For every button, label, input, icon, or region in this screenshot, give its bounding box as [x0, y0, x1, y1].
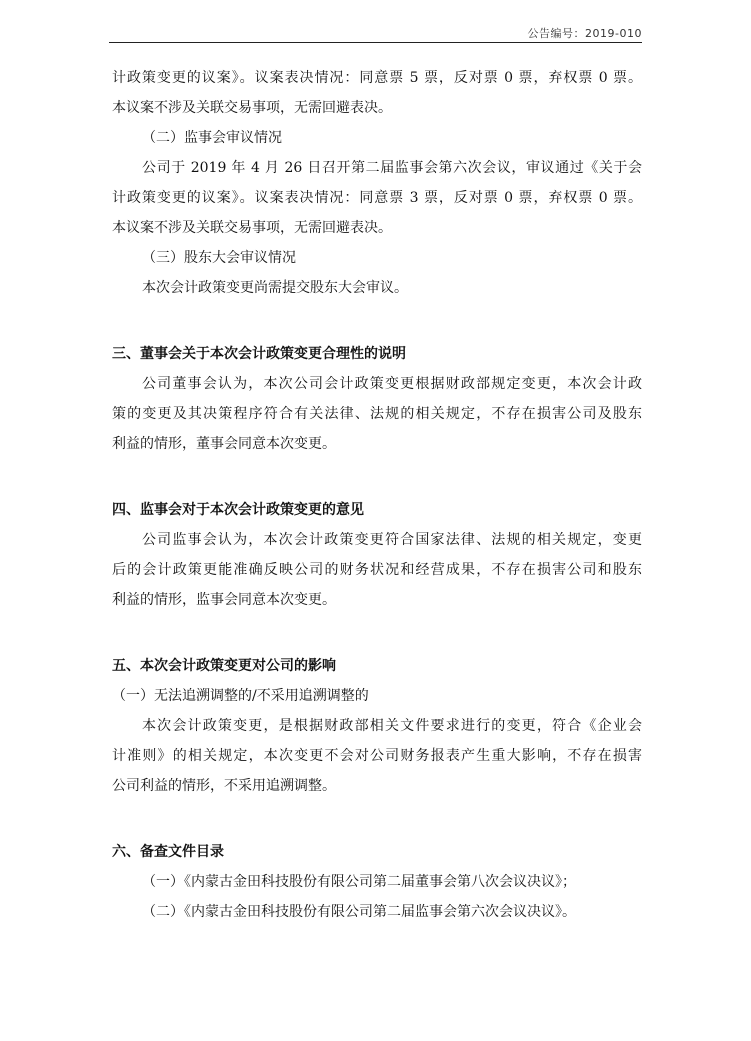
paragraph-line: 计准则》的相关规定，本次变更不会对公司财务报表产生重大影响，不存在损害 — [112, 748, 642, 764]
section-spacer — [112, 459, 642, 495]
reference-document-item: （一）《内蒙古金田科技股份有限公司第二届董事会第八次会议决议》； — [142, 874, 576, 890]
section-spacer — [112, 303, 642, 339]
paragraph-line: 公司利益的情形，不采用追溯调整。 — [112, 778, 336, 794]
paragraph-line: 利益的情形，监事会同意本次变更。 — [112, 592, 336, 608]
section-spacer — [112, 801, 642, 837]
paragraph-line: 公司监事会认为，本次会计政策变更符合国家法律、法规的相关规定，变更 — [142, 532, 642, 548]
subsection-title: （二）监事会审议情况 — [142, 130, 282, 146]
subsection-title: （三）股东大会审议情况 — [142, 250, 296, 266]
document-body — [112, 63, 642, 927]
header-divider — [109, 42, 642, 43]
paragraph-line: 本次会计政策变更，是根据财政部相关文件要求进行的变更，符合《企业会 — [142, 718, 642, 734]
subsection-title: （一）无法追溯调整的/不采用追溯调整的 — [112, 688, 369, 704]
paragraph-line: 策的变更及其决策程序符合有关法律、法规的相关规定，不存在损害公司及股东 — [112, 406, 642, 422]
section-heading: 四、监事会对于本次会计政策变更的意见 — [112, 502, 364, 518]
paragraph-line: 公司董事会认为，本次公司会计政策变更根据财政部规定变更，本次会计政 — [142, 376, 642, 392]
paragraph-line: 计政策变更的议案》。议案表决情况：同意票 5 票，反对票 0 票，弃权票 0 票。 — [112, 70, 642, 86]
paragraph-line: 公司于 2019 年 4 月 26 日召开第二届监事会第六次会议，审议通过《关于会 — [142, 160, 642, 176]
announcement-number: 公告编号：2019-010 — [527, 27, 642, 40]
section-heading: 六、备查文件目录 — [112, 844, 224, 860]
reference-document-item: （二）《内蒙古金田科技股份有限公司第二届监事会第六次会议决议》。 — [142, 904, 576, 920]
section-spacer — [112, 615, 642, 651]
paragraph-line: 计政策变更的议案》。议案表决情况：同意票 3 票，反对票 0 票，弃权票 0 票。 — [112, 190, 642, 206]
section-heading: 五、本次会计政策变更对公司的影响 — [112, 658, 336, 674]
section-heading: 三、董事会关于本次会计政策变更合理性的说明 — [112, 346, 406, 362]
paragraph-line: 本议案不涉及关联交易事项，无需回避表决。 — [112, 220, 392, 236]
paragraph-line: 本议案不涉及关联交易事项，无需回避表决。 — [112, 100, 392, 116]
paragraph-line: 利益的情形，董事会同意本次变更。 — [112, 436, 336, 452]
paragraph-line: 本次会计政策变更尚需提交股东大会审议。 — [142, 280, 408, 296]
paragraph-line: 后的会计政策更能准确反映公司的财务状况和经营成果，不存在损害公司和股东 — [112, 562, 642, 578]
